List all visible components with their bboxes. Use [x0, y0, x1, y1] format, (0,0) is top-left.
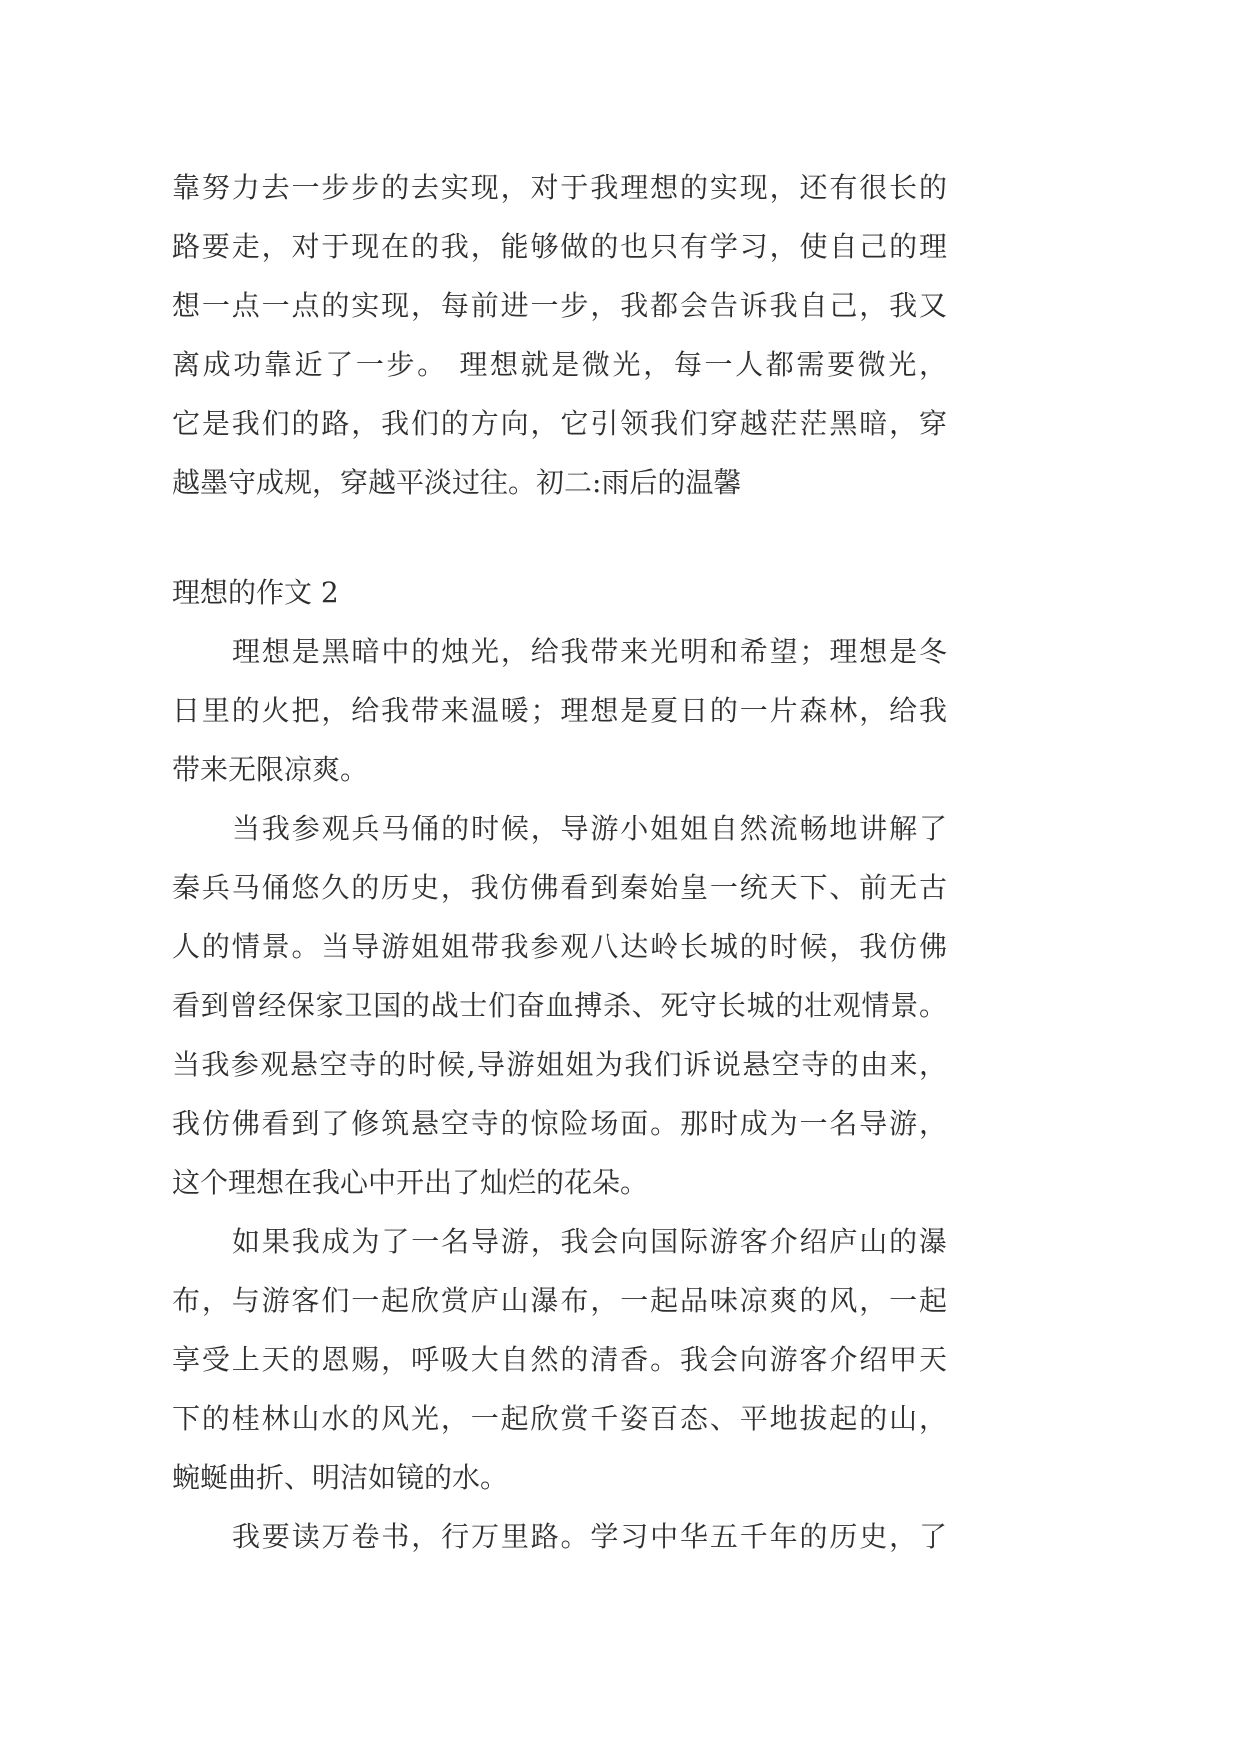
- text-line: 当我参观悬空寺的时候,导游姐姐为我们诉说悬空寺的由来，: [172, 1048, 947, 1081]
- section-gap: [172, 512, 962, 563]
- paragraph: [172, 622, 962, 799]
- text-line: 带来无限凉爽。: [172, 753, 369, 786]
- section-heading: 理想的作文 2: [172, 576, 339, 609]
- document-body: [172, 158, 962, 1566]
- text-line: 人的情景。当导游姐姐带我参观八达岭长城的时候，我仿佛: [172, 930, 947, 963]
- text-line: 它是我们的路，我们的方向，它引领我们穿越茫茫黑暗，穿: [172, 407, 947, 440]
- text-line: 下的桂林山水的风光，一起欣赏千姿百态、平地拔起的山，: [172, 1402, 947, 1435]
- text-line: 蜿蜒曲折、明洁如镜的水。: [172, 1461, 509, 1494]
- text-line: 路要走，对于现在的我，能够做的也只有学习，使自己的理: [172, 230, 947, 263]
- text-line: 当我参观兵马俑的时候，导游小姐姐自然流畅地讲解了: [232, 812, 947, 845]
- text-line: 越墨守成规，穿越平淡过往。初二:雨后的温馨: [172, 466, 742, 499]
- text-line: 我要读万卷书，行万里路。学习中华五千年的历史，了: [232, 1520, 947, 1553]
- text-line: 这个理想在我心中开出了灿烂的花朵。: [172, 1166, 649, 1199]
- text-line: 如果我成为了一名导游，我会向国际游客介绍庐山的瀑: [232, 1225, 947, 1258]
- text-line: 布，与游客们一起欣赏庐山瀑布，一起品味凉爽的风，一起: [172, 1284, 947, 1317]
- text-line: 靠努力去一步步的去实现，对于我理想的实现，还有很长的: [172, 171, 947, 204]
- paragraph: [172, 1212, 962, 1507]
- paragraph: [172, 1507, 962, 1566]
- continuation-paragraph: [172, 158, 962, 512]
- paragraph: [172, 799, 962, 1212]
- text-line: 我仿佛看到了修筑悬空寺的惊险场面。那时成为一名导游，: [172, 1107, 947, 1140]
- text-line: 理想是黑暗中的烛光，给我带来光明和希望；理想是冬: [232, 635, 947, 668]
- text-line: 秦兵马俑悠久的历史，我仿佛看到秦始皇一统天下、前无古: [172, 871, 947, 904]
- text-line: 享受上天的恩赐，呼吸大自然的清香。我会向游客介绍甲天: [172, 1343, 947, 1376]
- text-line: 看到曾经保家卫国的战士们奋血搏杀、死守长城的壮观情景。: [172, 989, 947, 1022]
- text-line: 离成功靠近了一步。 理想就是微光，每一人都需要微光，: [172, 348, 947, 381]
- text-line: 想一点一点的实现，每前进一步，我都会告诉我自己，我又: [172, 289, 947, 322]
- text-line: 日里的火把，给我带来温暖；理想是夏日的一片森林，给我: [172, 694, 947, 727]
